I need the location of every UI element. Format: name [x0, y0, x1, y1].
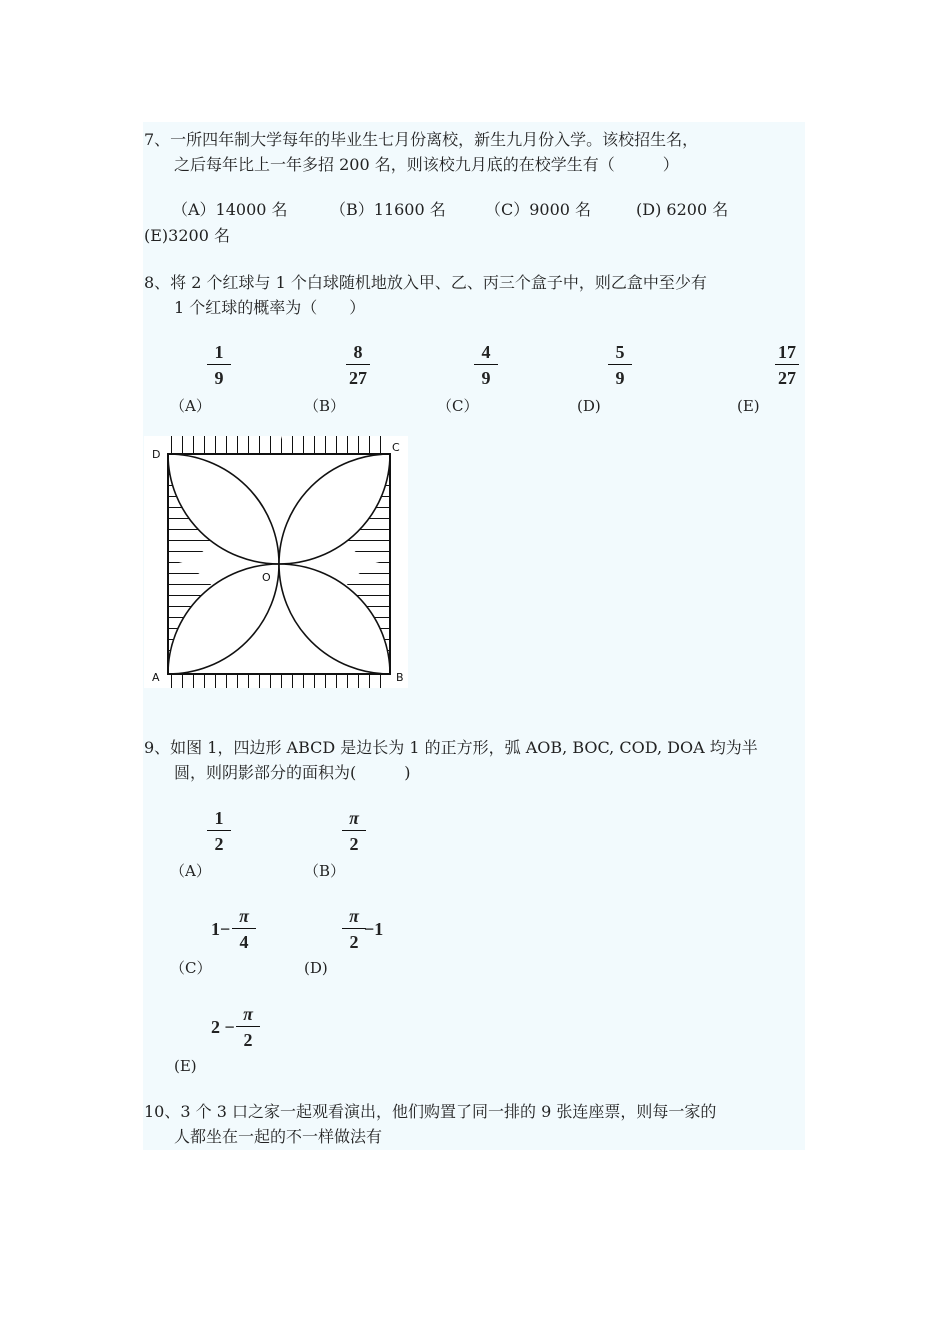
- q8-stem-line2: 1 个红球的概率为（ ）: [174, 298, 366, 317]
- label-a: A: [152, 671, 160, 684]
- denominator: 27: [349, 368, 367, 388]
- q9-fraction-a: [199, 808, 239, 854]
- q9-label-c: （C）: [170, 959, 212, 977]
- denominator: 9: [615, 368, 625, 388]
- expr-trail: −1: [364, 919, 384, 939]
- label-o: O: [262, 571, 271, 584]
- q9-expr-e: [211, 1004, 281, 1054]
- q9-expr-c: [211, 906, 271, 956]
- q9-expr-d: [334, 906, 394, 956]
- expr-lead: 1−: [211, 919, 231, 939]
- label-c: C: [392, 441, 400, 454]
- numerator: π: [243, 1004, 253, 1024]
- denominator: 9: [214, 368, 224, 388]
- numerator: 8: [353, 342, 363, 362]
- q10-stem-line1: 10、3 个 3 口之家一起观看演出，他们购置了同一排的 9 张连座票，则每一家的: [144, 1102, 717, 1121]
- q9-label-e: (E): [174, 1057, 197, 1075]
- q7-option-d: (D) 6200 名: [636, 200, 729, 219]
- q9-fraction-b: [334, 808, 374, 854]
- q8-fraction-c: [466, 342, 506, 388]
- denominator: 2: [214, 834, 224, 854]
- q7-option-a: （A）14000 名: [172, 200, 288, 219]
- denominator: 2: [243, 1030, 253, 1050]
- square-petal-figure: [144, 436, 408, 688]
- expr-fraction: [228, 1004, 268, 1050]
- denominator: 2: [349, 932, 359, 952]
- q9-label-b: （B）: [304, 862, 346, 880]
- expr-lead: 2 −: [211, 1017, 235, 1037]
- q8-label-b: （B）: [304, 397, 346, 415]
- q7-option-c: （C）9000 名: [485, 200, 592, 219]
- numerator: 1: [214, 808, 224, 828]
- q9-label-d: (D): [304, 959, 328, 977]
- q8-label-a: （A）: [170, 397, 211, 415]
- numerator: π: [349, 808, 359, 828]
- q8-fraction-e: [767, 342, 807, 388]
- label-d: D: [152, 448, 161, 461]
- q8-label-d: (D): [577, 397, 601, 415]
- q8-fraction-d: [600, 342, 640, 388]
- q8-fraction-b: [338, 342, 378, 388]
- q7-option-e: (E)3200 名: [144, 226, 230, 245]
- label-b: B: [396, 671, 404, 684]
- q9-stem-line1: 9、如图 1，四边形 ABCD 是边长为 1 的正方形，弧 AOB, BOC, COD, DOA 均为半: [144, 738, 758, 757]
- q8-label-e: (E): [737, 397, 760, 415]
- denominator: 2: [349, 834, 359, 854]
- q9-stem-line2: 圆，则阴影部分的面积为( ): [174, 763, 411, 782]
- denominator: 9: [481, 368, 491, 388]
- numerator: 1: [214, 342, 224, 362]
- q8-fraction-a: [199, 342, 239, 388]
- numerator: π: [349, 906, 359, 926]
- q10-stem-line2: 人都坐在一起的不一样做法有: [174, 1127, 383, 1146]
- numerator: 4: [481, 342, 491, 362]
- numerator: 5: [615, 342, 625, 362]
- q8-stem-line1: 8、将 2 个红球与 1 个白球随机地放入甲、乙、丙三个盒子中，则乙盒中至少有: [144, 273, 707, 292]
- denominator: 27: [778, 368, 796, 388]
- q7-stem-line1: 7、一所四年制大学每年的毕业生七月份离校，新生九月份入学。该校招生名，: [144, 130, 699, 149]
- q8-label-c: （C）: [437, 397, 479, 415]
- expr-fraction: [224, 906, 264, 952]
- numerator: 17: [778, 342, 796, 362]
- numerator: π: [239, 906, 249, 926]
- q7-option-b: （B）11600 名: [330, 200, 446, 219]
- q7-stem-line2: 之后每年比上一年多招 200 名，则该校九月底的在校学生有（ ）: [174, 155, 679, 174]
- denominator: 4: [239, 932, 249, 952]
- q9-label-a: （A）: [170, 862, 211, 880]
